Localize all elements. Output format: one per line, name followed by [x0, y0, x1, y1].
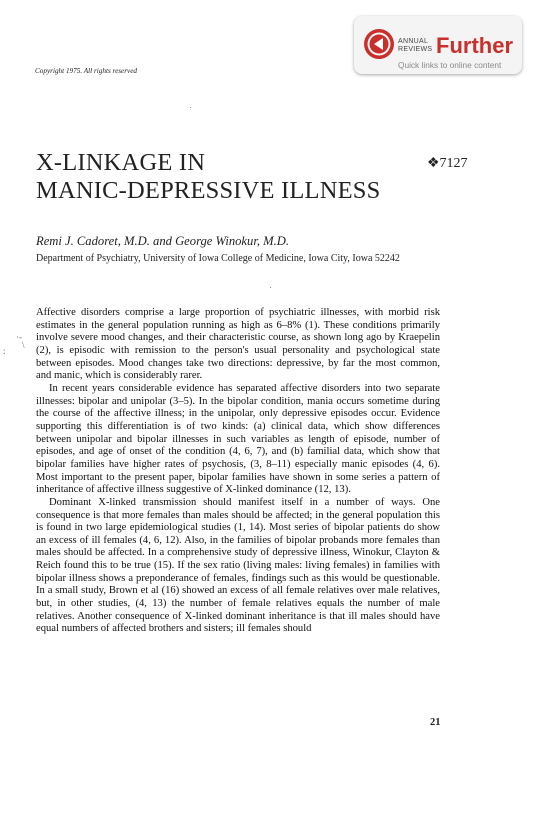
paragraph: Dominant X-linked transmission should manifest itself in a number of ways. One consequence is that more females than males should be affected; in the general population this is found in two large epidemiological studies (1, 14). Most series of bipolar patients do show an excess of ill females (4, 6, 12). Also, in the families of bipolar probands more females than males should be affected. In a comprehensive study of depressive illness, Winokur, Clayton & Reich found this to be true (15). If the sex ratio (living males: living females) in families with bipolar illness shows a preponderance of females, findings such as this would be questionable. In a small study, Brown et al (16) showed an excess of all female relatives over male relatives, but, in other studies, (4, 13) the number of female relatives equals the number of male relatives. Another consequence of X-linked dominant inheritance is that ill males should have equal numbers of affected brothers and sisters; ill females should	[36, 496, 440, 635]
margin-mark: ·-	[16, 332, 22, 342]
banner-annual-reviews-label: ANNUAL REVIEWS	[398, 38, 433, 53]
banner-further-label: Further	[436, 33, 513, 58]
article-title: X-LINKAGE IN MANIC-DEPRESSIVE ILLNESS	[36, 149, 381, 204]
copyright-notice: Copyright 1975. All rights reserved	[35, 67, 138, 75]
arrow-left-circle-icon	[363, 28, 395, 60]
further-banner[interactable]	[354, 16, 522, 74]
scan-speck	[190, 107, 191, 108]
paragraph: In recent years considerable evidence has separated affective disorders into two separate illnesses: bipolar and unipolar (3–5). In the bipolar condition, mania occurs sometime during the course of the affective illness; in the unipolar, only depressive episodes occur. Evidence supporting this differentiation is of two kinds: (a) clinical data, which show differences between unipolar and bipolar illnesses in such variables as length of episode, number of episodes, and age of onset of the condition (4, 6, 7), and (b) familial data, which show that bipolar families have higher rates of psychosis, (3, 8–11) especially manic episodes (4, 6). Most important to the present paper, bipolar families have shown in some series a pattern of inheritance of affective illness suggestive of X-linked dominance (12, 13).	[36, 382, 440, 496]
paragraph: Affective disorders comprise a large proportion of psychiatric illnesses, with morbid risk estimates in the general population running as high as 6–8% (1). These conditions primarily involve severe mood changes, and their characteristic course, as shown long ago by Kraepelin (2), is episodic with remission to the person's usual personality and psychological state between episodes. Mood changes take two directions: depressive, by far the most common, and manic, which is considerably rarer.	[36, 307, 440, 382]
margin-mark: \	[22, 340, 25, 350]
page-number: 21	[430, 717, 441, 728]
article-code: ❖7127	[427, 156, 468, 171]
article-authors: Remi J. Cadoret, M.D. and George Winokur, M.D.	[36, 234, 289, 248]
article-body	[36, 307, 440, 636]
banner-subtitle: Quick links to online content	[398, 60, 502, 70]
scan-speck	[270, 287, 271, 288]
author-affiliation: Department of Psychiatry, University of Iowa College of Medicine, Iowa City, Iowa 52242	[36, 253, 400, 264]
margin-mark: :	[3, 346, 6, 356]
